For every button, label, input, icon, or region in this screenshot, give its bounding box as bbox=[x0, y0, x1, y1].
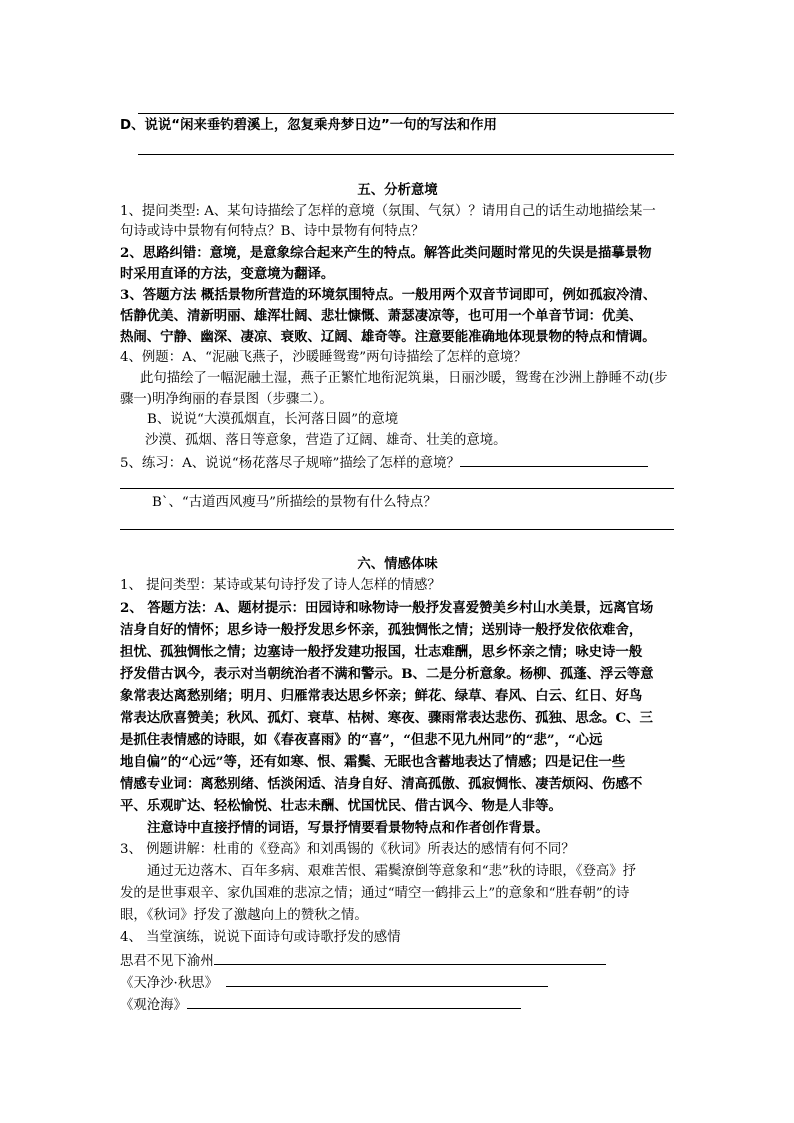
s5-example-b: B、说说“大漠孤烟直，长河落日圆”的意境 bbox=[147, 412, 399, 427]
s6-exercise-2-text: 《天净沙·秋思》 bbox=[120, 976, 218, 991]
s6-method-4: 抒发借古讽今，表示对当朝统治者不满和警示。B、二是分析意象。杨柳、孤蓬、浮云等意 bbox=[120, 666, 654, 682]
s5-method-2: 恬静优美、清新明丽、雄浑壮阔、悲壮慷慨、萧瑟凄凉等，也可用一个单音节词：优美、 bbox=[120, 308, 643, 324]
answer-line bbox=[120, 529, 674, 530]
s5-practice-a-text: 5、练习：A、说说“杨花落尽子规啼”描绘了怎样的意境？ bbox=[120, 456, 460, 471]
s5-error-note-2: 时采用直译的方法，变意境为翻译。 bbox=[120, 266, 335, 282]
s6-question-type: 1、 提问类型：某诗或某句诗抒发了诗人怎样的情感？ bbox=[120, 578, 441, 593]
s6-exercise-3 bbox=[120, 994, 675, 1016]
s6-exercise-3-text: 《观沧海》 bbox=[120, 998, 187, 1013]
s5-error-note-1: 2、思路纠错：意境，是意象综合起来产生的特点。解答此类问题时常见的失误是描摹景物 bbox=[120, 245, 652, 261]
s6-practice: 4、 当堂演练，说说下面诗句或诗歌抒发的感情 bbox=[120, 930, 401, 945]
s6-method-10: 平、乐观旷达、轻松愉悦、壮志未酬、忧国忧民、借古讽今、物是人非等。 bbox=[120, 798, 562, 814]
s5-practice-b: B`、“古道西风瘦马”所描绘的景物有什么特点？ bbox=[152, 495, 437, 510]
s6-example-answer-2: 发的是世事艰辛、家仇国难的悲凉之情；通过“晴空一鹤排云上”的意象和“胜春朝”的诗 bbox=[120, 886, 630, 901]
s5-question-type-1: 1、提问类型: A、某句诗描绘了怎样的意境（氛围、气氛）？请用自己的话生动地描绘某一 bbox=[120, 204, 656, 219]
s6-exercise-2 bbox=[120, 972, 675, 994]
answer-line bbox=[120, 488, 674, 489]
answer-line bbox=[138, 154, 674, 155]
s6-exercise-1 bbox=[120, 950, 675, 972]
s6-method-9: 情感专业词：离愁别绪、恬淡闲适、洁身自好、清高孤傲、孤寂惆怅、凄苦烦闷、伤感不 bbox=[120, 776, 643, 792]
section-title-5: 五、分析意境 bbox=[357, 182, 438, 198]
s6-example-answer-3: 眼，《秋词》抒发了激越向上的赞秋之情。 bbox=[120, 908, 368, 923]
question-d: D、说说“闲来垂钓碧溪上，忽复乘舟梦日边”一句的写法和作用 bbox=[120, 118, 497, 133]
s6-method-3: 担忧、孤独惆怅之情；边塞诗一般抒发建功报国，壮志难酬，思乡怀亲之情；咏史诗一般 bbox=[120, 644, 643, 660]
answer-line bbox=[138, 113, 674, 114]
s6-method-8: 地自偏”的“心远”等，还有如寒、恨、霜鬓、无眠也含蓄地表达了情感；四是记住一些 bbox=[120, 754, 626, 770]
s5-practice-a bbox=[120, 452, 675, 474]
s5-answer-a-2: 骤一)明净绚丽的春景图（步骤二）。 bbox=[120, 392, 333, 407]
s6-method-5: 象常表达离愁别绪；明月、归雁常表达思乡怀亲；鲜花、绿草、春风、白云、红日、好鸟 bbox=[120, 688, 643, 704]
s6-method-1: 2、 答题方法：A、题材提示：田园诗和咏物诗一般抒发喜爱赞美乡村山水美景，远离官场 bbox=[120, 600, 654, 616]
s5-method-3: 热闹、宁静、幽深、凄凉、衰败、辽阔、雄奇等。注意要能准确地体现景物的特点和情调。 bbox=[120, 329, 656, 345]
answer-blank bbox=[187, 994, 521, 1009]
s5-method-1: 3、答题方法 概括景物所营造的环境氛围特点。一般用两个双音节词即可，例如孤寂冷清、 bbox=[120, 287, 657, 303]
s6-note: 注意诗中直接抒情的词语，写景抒情要看景物特点和作者创作背景。 bbox=[147, 820, 549, 836]
s6-example-answer-1: 通过无边落木、百年多病、艰难苦恨、霜鬓潦倒等意象和“悲”秋的诗眼，《登高》抒 bbox=[147, 864, 637, 879]
s5-example-a: 4、例题：A、“泥融飞燕子，沙暖睡鸳鸯”两句诗描绘了怎样的意境？ bbox=[120, 350, 527, 365]
s5-answer-b: 沙漠、孤烟、落日等意象，营造了辽阔、雄奇、壮美的意境。 bbox=[145, 433, 507, 448]
answer-blank bbox=[460, 452, 648, 467]
s6-exercise-1-text: 思君不见下渝州 bbox=[120, 954, 214, 969]
answer-blank bbox=[214, 950, 606, 965]
s6-method-2: 洁身自好的情怀；思乡诗一般抒发思乡怀亲，孤独惆怅之情；送别诗一般抒发依依难舍， bbox=[120, 622, 643, 638]
s5-question-type-2: 句诗或诗中景物有何特点？B、诗中景物有何特点？ bbox=[120, 224, 425, 239]
answer-blank bbox=[226, 972, 548, 987]
s6-method-7: 是抓住表情感的诗眼，如《春夜喜雨》的“喜”，“但悲不见九州同”的“悲”，“心远 bbox=[120, 732, 603, 748]
section-title-6: 六、情感体味 bbox=[357, 556, 438, 572]
s5-answer-a-1: 此句描绘了一幅泥融土湿，燕子正繁忙地衔泥筑巢，日丽沙暖，鸳鸯在沙洲上静睡不动(步 bbox=[140, 371, 668, 386]
s6-example: 3、 例题讲解：杜甫的《登高》和刘禹锡的《秋词》所表达的感情有何不同？ bbox=[120, 842, 575, 857]
s6-method-6: 常表达欣喜赞美；秋风、孤灯、衰草、枯树、寒夜、骤雨常表达悲伤、孤独、思念。C、三 bbox=[120, 710, 653, 726]
